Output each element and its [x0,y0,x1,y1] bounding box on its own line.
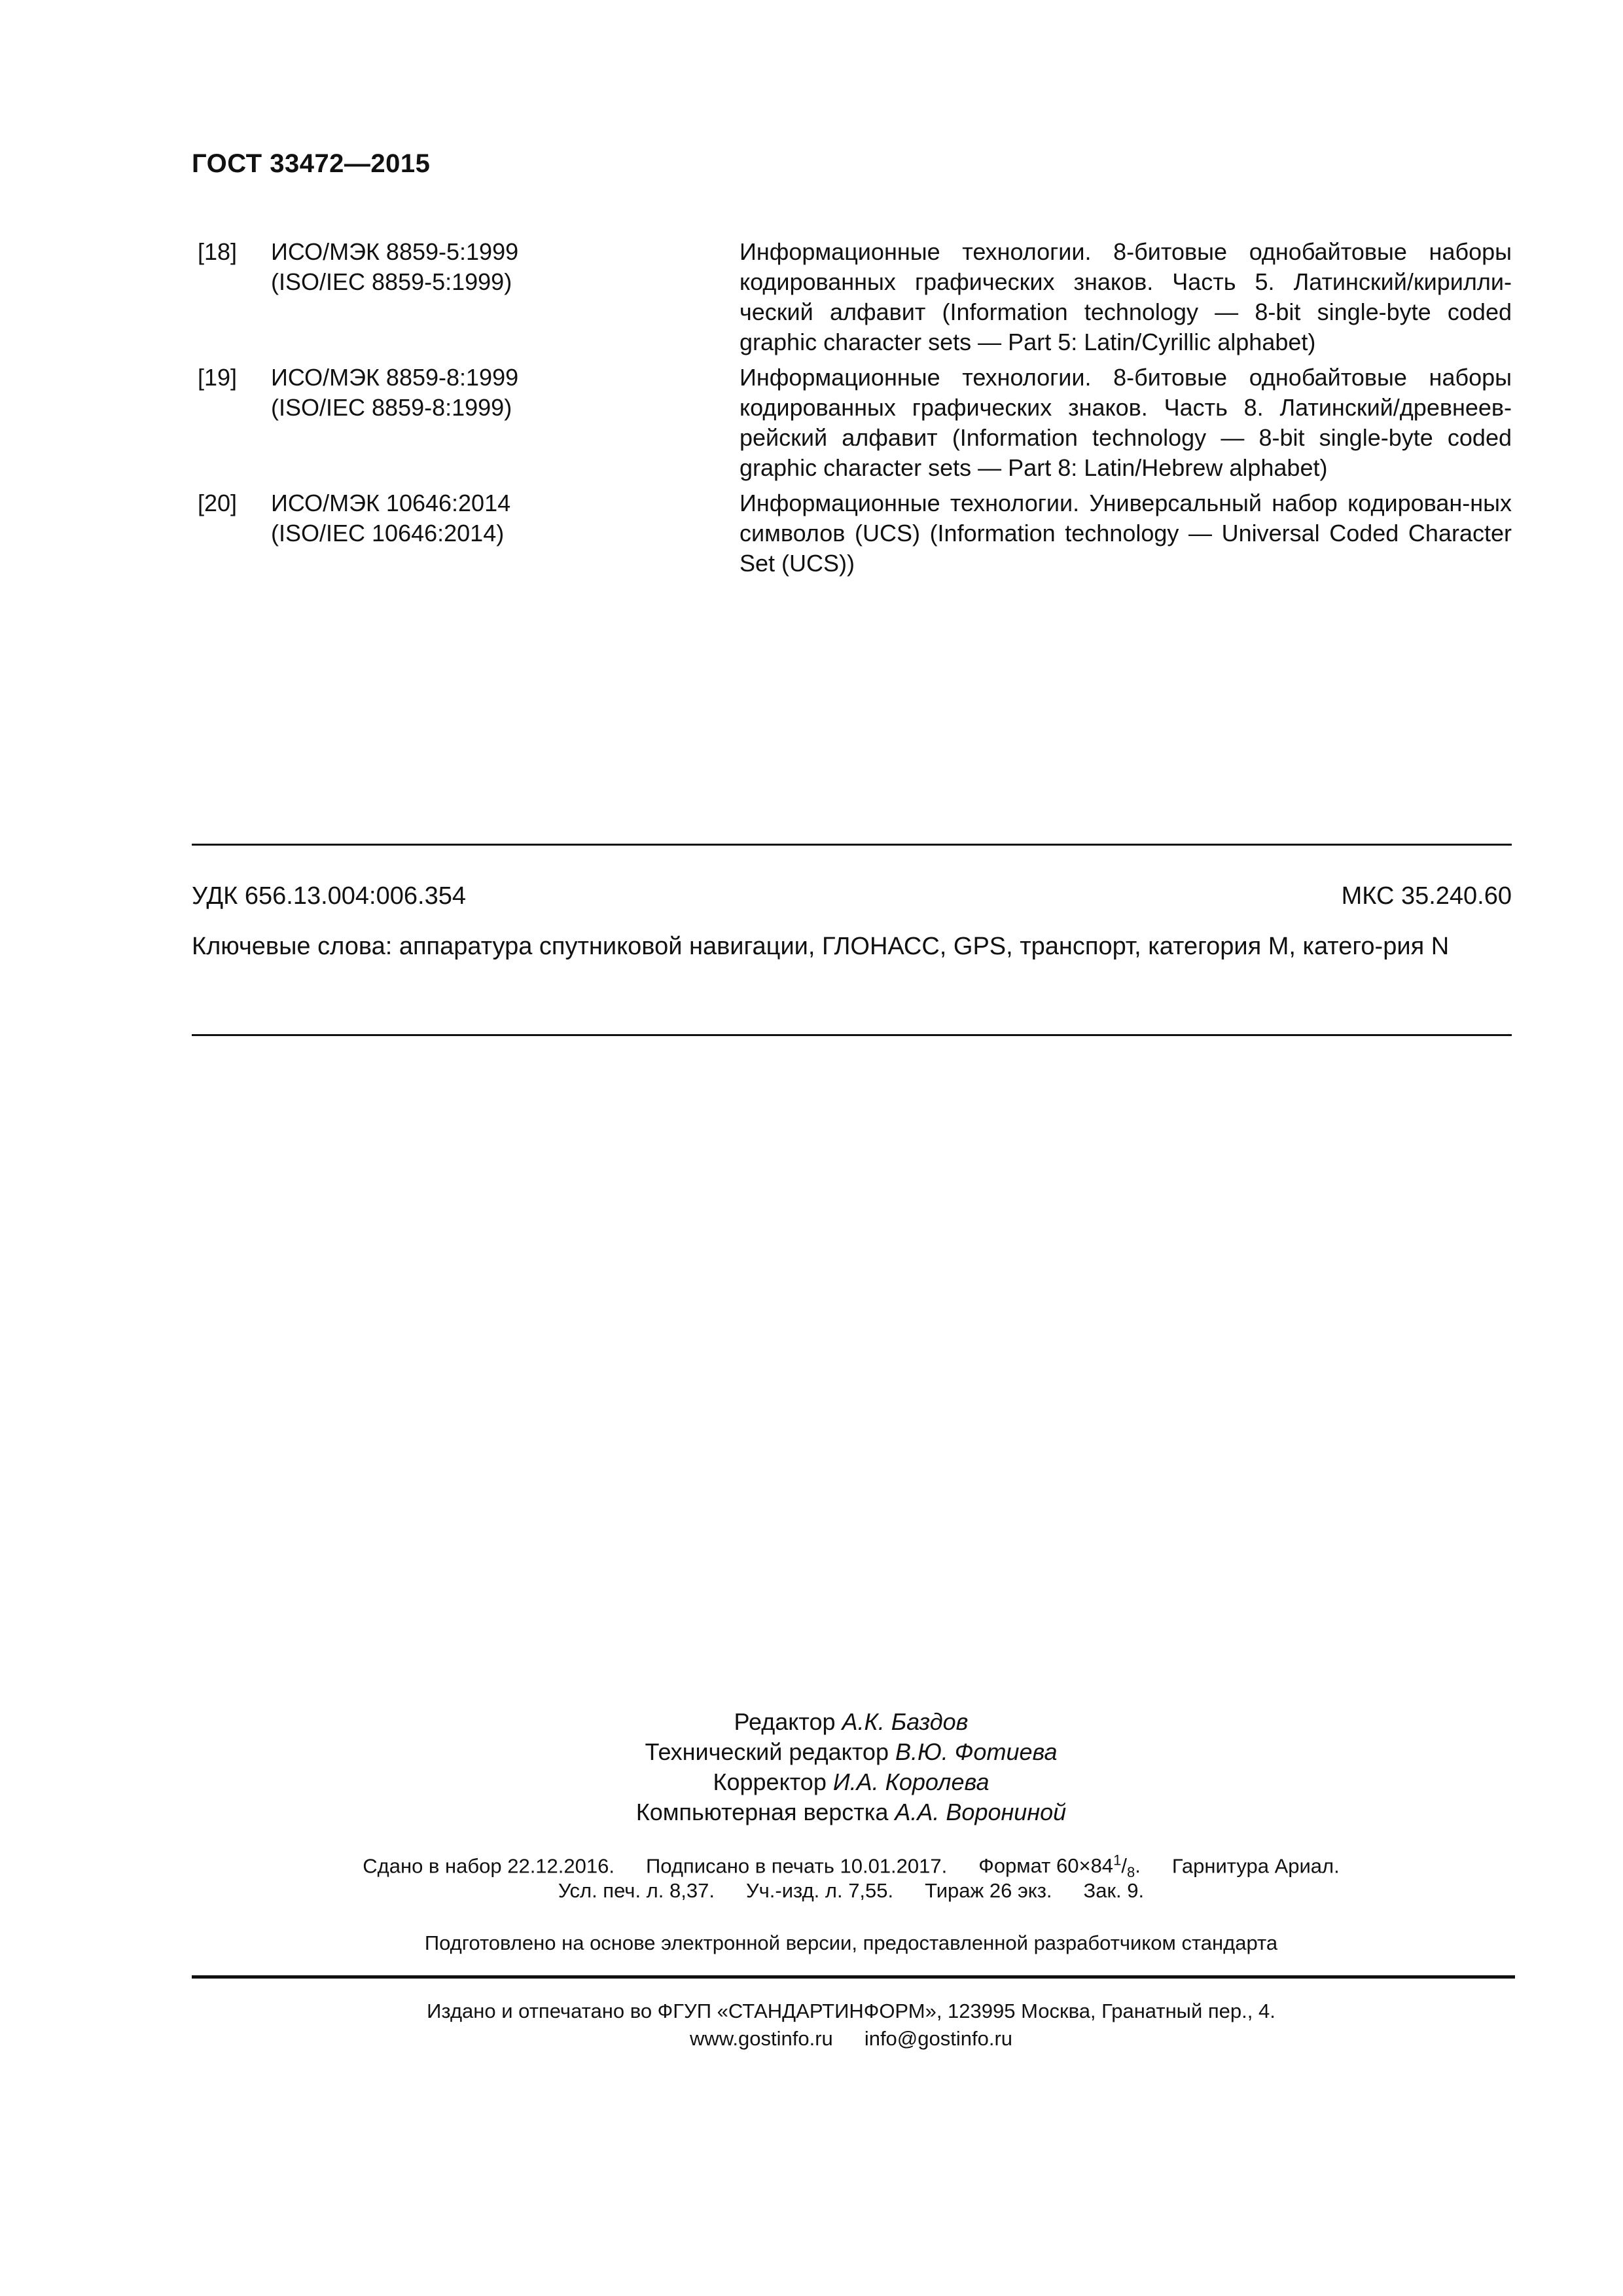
credit-editor: Редактор А.К. Баздов [734,1708,969,1735]
reference-en: (ISO/IEC 8859-5:1999) [271,268,512,295]
typeface: Гарнитура Ариал. [1171,1854,1340,1878]
entry-title: Информационные технологии. 8-битовые однобайтовые наборы кодированных графических знаков. Часть 8. Латинский/древнеев-рейский алфавит (Information technology — 8-bit single-byte coded graphic character sets — Part 8: Latin/Hebrew alphabet) [740,364,1512,481]
entry-reference [271,488,677,548]
document-code: ГОСТ 33472—2015 [192,149,431,178]
print-info-line-2 [0,1877,1623,1905]
reference-ru: ИСО/МЭК 10646:2014 [271,490,511,516]
entry-number: [20] [198,490,238,516]
reference-ru: ИСО/МЭК 8859-5:1999 [271,238,519,265]
publisher-contacts [0,2025,1623,2053]
publisher-line: Издано и отпечатано во ФГУП «СТАНДАРТИНФОРМ», 123995 Москва, Гранатный пер., 4. [427,2000,1275,2022]
reference-ru: ИСО/МЭК 8859-8:1999 [271,364,519,391]
udk-code: УДК 656.13.004:006.354 [192,882,466,910]
credits-block [0,1707,1623,1827]
editor-name: А.К. Баздов [842,1708,969,1735]
order-number: Зак. 9. [1083,1879,1145,1902]
entry-number: [19] [198,364,238,391]
divider-publisher [192,1975,1515,1979]
entry-number: [18] [198,238,238,265]
entry-reference [271,237,677,297]
reference-en: (ISO/IEC 10646:2014) [271,520,505,547]
tech-editor-name: В.Ю. Фотиева [895,1738,1058,1765]
credit-layout: Компьютерная верстка А.А. Ворониной [635,1799,1067,1825]
entry-title: Информационные технологии. 8-битовые однобайтовые наборы кодированных графических знаков. Часть 5. Латинский/кирилли-ческий алфавит (Information technology — 8-bit single-byte coded graphic character sets — Part 5: Latin/Cyrillic alphabet) [740,238,1512,355]
reference-en: (ISO/IEC 8859-8:1999) [271,394,512,421]
entry-title: Информационные технологии. Универсальный набор кодирован-ных символов (UCS) (Information technology — Universal Coded Character Set (UCS)) [740,490,1512,577]
website-link[interactable]: www.gostinfo.ru [689,2027,833,2050]
publishing-sheets: Уч.-изд. л. 7,55. [745,1879,894,1902]
divider-top [192,844,1512,846]
signed-date: Подписано в печать 10.01.2017. [645,1854,948,1878]
email-link[interactable]: info@gostinfo.ru [864,2027,1013,2050]
prepared-note: Подготовлено на основе электронной версии, предоставленной разработчиком стандарта [424,1931,1278,1954]
proofreader-name: И.А. Королева [832,1768,990,1795]
layout-name: А.А. Ворониной [895,1799,1067,1825]
keywords: Ключевые слова: аппаратура спутниковой навигации, ГЛОНАСС, GPS, транспорт, категория M, катего-рия N [192,933,1450,960]
credit-proofreader: Корректор И.А. Королева [713,1768,990,1795]
circulation: Тираж 26 экз. [925,1879,1052,1902]
divider-bottom [192,1034,1512,1036]
mks-code: МКС 35.240.60 [1341,882,1512,910]
credit-tech-editor: Технический редактор В.Ю. Фотиева [645,1738,1058,1765]
submitted-date: Сдано в набор 22.12.2016. [363,1854,615,1878]
format: Формат $60\times 84^1/_8$. [978,1852,1141,1881]
entry-reference [271,363,677,423]
print-sheets: Усл. печ. л. 8,37. [558,1879,715,1902]
